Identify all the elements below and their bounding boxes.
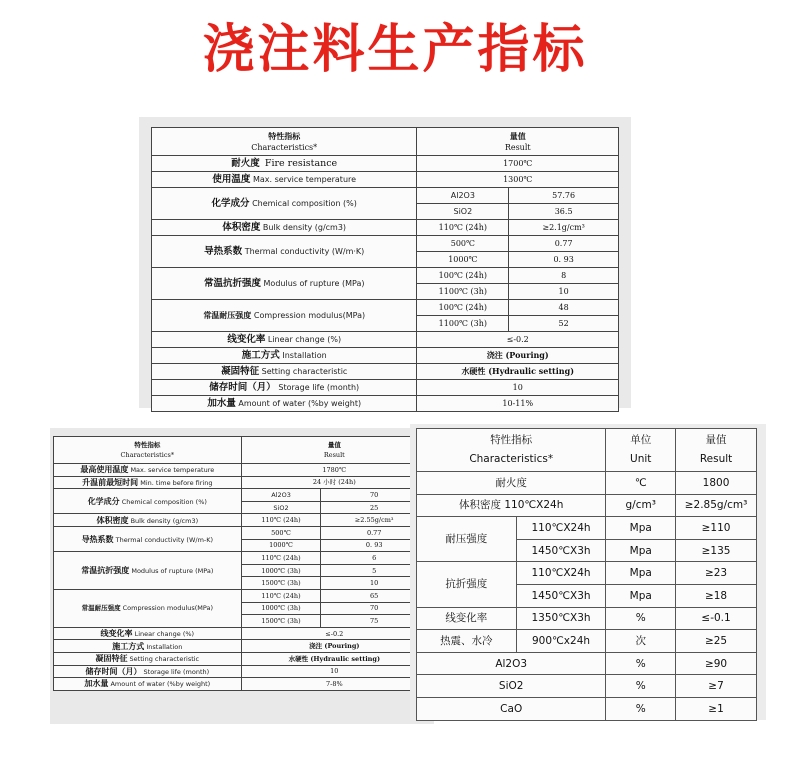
- result-header: 量值: [509, 130, 526, 141]
- property-label: 凝固特征: [95, 653, 128, 664]
- unit-cell: Mpa: [606, 539, 676, 562]
- property-label: 储存时间（月）: [209, 382, 276, 393]
- condition-cell: 1000℃: [417, 252, 509, 268]
- unit-cell: Mpa: [606, 562, 676, 585]
- property-label: 常温耐压强度: [203, 310, 252, 320]
- condition-cell: SiO2: [241, 501, 321, 514]
- condition-cell: 110℃ (24h): [241, 589, 321, 602]
- table-row: [152, 156, 619, 172]
- table-row: [54, 640, 428, 653]
- table-row: [417, 697, 757, 720]
- property-label-en: Installation: [282, 351, 327, 360]
- property-label: 抗折强度: [417, 562, 517, 607]
- unit-cell: %: [606, 697, 676, 720]
- property-label: 化学成分: [211, 198, 250, 209]
- table-row: [54, 489, 428, 502]
- property-label-en: Installation: [146, 642, 183, 651]
- table-row: [152, 300, 619, 316]
- result-value: 5: [321, 564, 428, 577]
- property-label: 常温耐压强度: [81, 604, 121, 613]
- result-value: 10: [241, 665, 427, 678]
- table-row: [417, 607, 757, 630]
- condition-cell: 110℃ (24h): [417, 220, 509, 236]
- table-row: [152, 396, 619, 412]
- property-label-en: Setting characteristic: [129, 655, 200, 664]
- result-value: 52: [509, 316, 619, 332]
- result-value: 8: [509, 268, 619, 284]
- result-value: ≥110: [676, 517, 757, 540]
- property-label-en: Storage life (month): [143, 667, 210, 676]
- property-label-en: Modulus of rupture (MPa): [131, 567, 214, 576]
- property-header: 特性指标: [134, 441, 161, 449]
- spec-table-1: [151, 127, 619, 412]
- property-label-en: Thermal conductivity (W/m·K): [244, 247, 365, 256]
- result-value: 10: [321, 577, 428, 590]
- property-label: 施工方式: [241, 350, 280, 361]
- result-value: 10-11%: [417, 396, 619, 412]
- table-row: [54, 678, 428, 691]
- condition-cell: Al2O3: [241, 489, 321, 502]
- result-value: ≥2.1g/cm³: [509, 220, 619, 236]
- property-label: 常温抗折强度: [81, 565, 130, 576]
- property-header-en: Characteristics*: [251, 142, 318, 152]
- property-label-en: Linear change (%): [134, 630, 195, 639]
- table-row: [152, 332, 619, 348]
- result-value: ≥90: [676, 652, 757, 675]
- table-row: [152, 236, 619, 252]
- result-value: 70: [321, 489, 428, 502]
- table-row: [417, 630, 757, 653]
- property-label-en: Amount of water (%by weight): [110, 680, 211, 689]
- unit-cell: g/cm³: [606, 494, 676, 517]
- table-row: [54, 665, 428, 678]
- spec-table-3: [416, 428, 757, 721]
- unit-cell: Mpa: [606, 584, 676, 607]
- property-label-en: Modulus of rupture (MPa): [263, 279, 365, 288]
- table-row: [152, 172, 619, 188]
- result-value: 70: [321, 602, 428, 615]
- condition-cell: 1350℃X3h: [516, 607, 606, 630]
- result-header: 量值: [705, 434, 727, 446]
- property-label: 凝固特征: [221, 366, 260, 377]
- result-value: 48: [509, 300, 619, 316]
- property-label-en: Thermal conductivity (W/m-K): [115, 535, 214, 544]
- result-value: 水硬性 (Hydraulic setting): [241, 652, 427, 665]
- property-label: 耐火度: [417, 472, 606, 495]
- property-label: 线变化率: [100, 628, 133, 639]
- result-value: 浇注 (Pouring): [417, 348, 619, 364]
- unit-cell: %: [606, 607, 676, 630]
- table-row: [54, 514, 428, 527]
- table-row: [417, 494, 757, 517]
- condition-cell: 500℃: [241, 526, 321, 539]
- result-value: ≥23: [676, 562, 757, 585]
- property-label: 线变化率: [227, 334, 266, 345]
- result-value: ≥2.55g/cm³: [321, 514, 428, 527]
- condition-cell: 1100℃ (3h): [417, 284, 509, 300]
- unit-cell: %: [606, 652, 676, 675]
- table-row: [152, 268, 619, 284]
- property-header-en: Characteristics*: [120, 451, 175, 459]
- result-value: 10: [417, 380, 619, 396]
- property-label-en: Min. time before firing: [140, 478, 213, 487]
- property-label: 常温抗折强度: [203, 278, 261, 289]
- unit-header: 单位: [630, 434, 652, 446]
- table-header-row: [417, 429, 757, 472]
- result-value: ≥2.85g/cm³: [676, 494, 757, 517]
- table-row: [152, 380, 619, 396]
- property-label: 耐压强度: [417, 517, 517, 562]
- result-header-en: Result: [699, 453, 733, 465]
- unit-cell: ℃: [606, 472, 676, 495]
- result-value: 1780℃: [241, 464, 427, 477]
- table-row: [54, 526, 428, 539]
- property-label-en: Bulk density (g/cm3): [130, 516, 199, 525]
- unit-cell: 次: [606, 630, 676, 653]
- unit-cell: Mpa: [606, 517, 676, 540]
- property-label: 体积密度: [96, 514, 129, 525]
- table-row: [54, 589, 428, 602]
- table-row: [152, 348, 619, 364]
- result-value: 6: [321, 552, 428, 565]
- property-label: 升温前最短时间: [82, 476, 139, 487]
- result-header: 量值: [327, 441, 341, 449]
- property-label-en: Compression modulus(MPa): [122, 604, 214, 613]
- property-label: 最高使用温度: [80, 464, 129, 475]
- result-value: 36.5: [509, 204, 619, 220]
- property-label-en: Max. service temperature: [252, 175, 357, 184]
- table-row: [152, 364, 619, 380]
- result-value: 0. 93: [321, 539, 428, 552]
- result-value: 1800: [676, 472, 757, 495]
- result-value: 24 小时 (24h): [241, 476, 427, 489]
- condition-cell: 110℃X24h: [516, 517, 606, 540]
- unit-cell: %: [606, 675, 676, 698]
- result-value: 0. 93: [509, 252, 619, 268]
- result-value: 57.76: [509, 188, 619, 204]
- result-value: ≥135: [676, 539, 757, 562]
- condition-cell: Al2O3: [417, 188, 509, 204]
- table-row: [54, 652, 428, 665]
- property-label: 加水量: [84, 678, 109, 689]
- table-row: [54, 464, 428, 477]
- condition-cell: 110℃X24h: [516, 562, 606, 585]
- condition-cell: 900℃x24h: [516, 630, 606, 653]
- property-label: 导热系数: [204, 246, 243, 257]
- condition-cell: 1000℃ (3h): [241, 602, 321, 615]
- property-label: 化学成分: [87, 495, 120, 506]
- result-value: 0.77: [321, 526, 428, 539]
- page-title: 浇注料生产指标: [202, 20, 588, 80]
- condition-cell: 110℃ (24h): [241, 514, 321, 527]
- result-value: 浇注 (Pouring): [241, 640, 427, 653]
- table-row: [417, 652, 757, 675]
- table-row: [417, 562, 757, 585]
- result-value: 水硬性 (Hydraulic setting): [417, 364, 619, 380]
- table-row: [54, 476, 428, 489]
- property-header: 特性指标: [268, 130, 301, 141]
- table-row: [54, 627, 428, 640]
- spec-sheet-1: [139, 117, 631, 408]
- property-header: 特性指标: [490, 434, 533, 446]
- property-label: 线变化率: [417, 607, 517, 630]
- result-value: ≥18: [676, 584, 757, 607]
- result-value: 75: [321, 615, 428, 628]
- condition-cell: 110℃ (24h): [241, 552, 321, 565]
- table-row: [417, 472, 757, 495]
- result-value: ≥7: [676, 675, 757, 698]
- result-value: 7-8%: [241, 678, 427, 691]
- property-label: SiO2: [417, 675, 606, 698]
- property-label-en: Chemical composition (%): [121, 497, 207, 506]
- property-label: 体积密度: [222, 222, 261, 233]
- result-value: ≥1: [676, 697, 757, 720]
- unit-header-en: Unit: [630, 453, 652, 465]
- condition-cell: 1450℃X3h: [516, 539, 606, 562]
- property-label: CaO: [417, 697, 606, 720]
- property-label: 施工方式: [112, 640, 145, 651]
- property-label-en: Fire resistance: [264, 158, 338, 169]
- result-value: 0.77: [509, 236, 619, 252]
- result-value: ≤-0.2: [417, 332, 619, 348]
- result-value: 1300℃: [417, 172, 619, 188]
- condition-cell: 1000℃ (3h): [241, 564, 321, 577]
- result-value: 25: [321, 501, 428, 514]
- property-label-en: Setting characteristic: [261, 367, 348, 376]
- property-label: 耐火度: [231, 158, 260, 169]
- table-row: [417, 517, 757, 540]
- spec-sheet-2: [50, 428, 434, 724]
- condition-cell: 1450℃X3h: [516, 584, 606, 607]
- table-row: [152, 188, 619, 204]
- condition-cell: 1500℃ (3h): [241, 577, 321, 590]
- condition-cell: 1500℃ (3h): [241, 615, 321, 628]
- result-header-en: Result: [323, 451, 345, 459]
- property-label-en: Chemical composition (%): [252, 199, 357, 208]
- condition-cell: 100℃ (24h): [417, 300, 509, 316]
- property-label: 使用温度: [212, 174, 251, 185]
- result-value: ≤-0.2: [241, 627, 427, 640]
- table-row: [54, 552, 428, 565]
- property-label: 加水量: [207, 398, 236, 409]
- property-label-en: Linear change (%): [267, 335, 342, 344]
- property-label-en: Storage life (month): [278, 383, 360, 392]
- condition-cell: 100℃ (24h): [417, 268, 509, 284]
- property-label-en: Bulk density (g/cm3): [262, 223, 347, 232]
- table-header-row: [152, 128, 619, 156]
- result-value: ≤-0.1: [676, 607, 757, 630]
- property-header-en: Characteristics*: [469, 453, 554, 465]
- table-row: [152, 220, 619, 236]
- table-header-row: [54, 437, 428, 464]
- result-value: 1700℃: [417, 156, 619, 172]
- property-label-en: Max. service temperature: [130, 466, 215, 475]
- property-label: Al2O3: [417, 652, 606, 675]
- result-header-en: Result: [504, 142, 531, 152]
- property-label: 体积密度 110℃X24h: [417, 494, 606, 517]
- spec-sheet-3: [410, 424, 766, 720]
- condition-cell: SiO2: [417, 204, 509, 220]
- table-row: [417, 675, 757, 698]
- condition-cell: 1100℃ (3h): [417, 316, 509, 332]
- property-label: 储存时间（月）: [85, 665, 142, 676]
- condition-cell: 500℃: [417, 236, 509, 252]
- property-label-en: Amount of water (%by weight): [238, 399, 362, 408]
- property-label: 导热系数: [81, 533, 114, 544]
- result-value: 10: [509, 284, 619, 300]
- result-value: ≥25: [676, 630, 757, 653]
- property-label: 热震、水冷: [417, 630, 517, 653]
- result-value: 65: [321, 589, 428, 602]
- condition-cell: 1000℃: [241, 539, 321, 552]
- property-label-en: Compression modulus(MPa): [253, 311, 366, 320]
- spec-table-2: [53, 436, 428, 691]
